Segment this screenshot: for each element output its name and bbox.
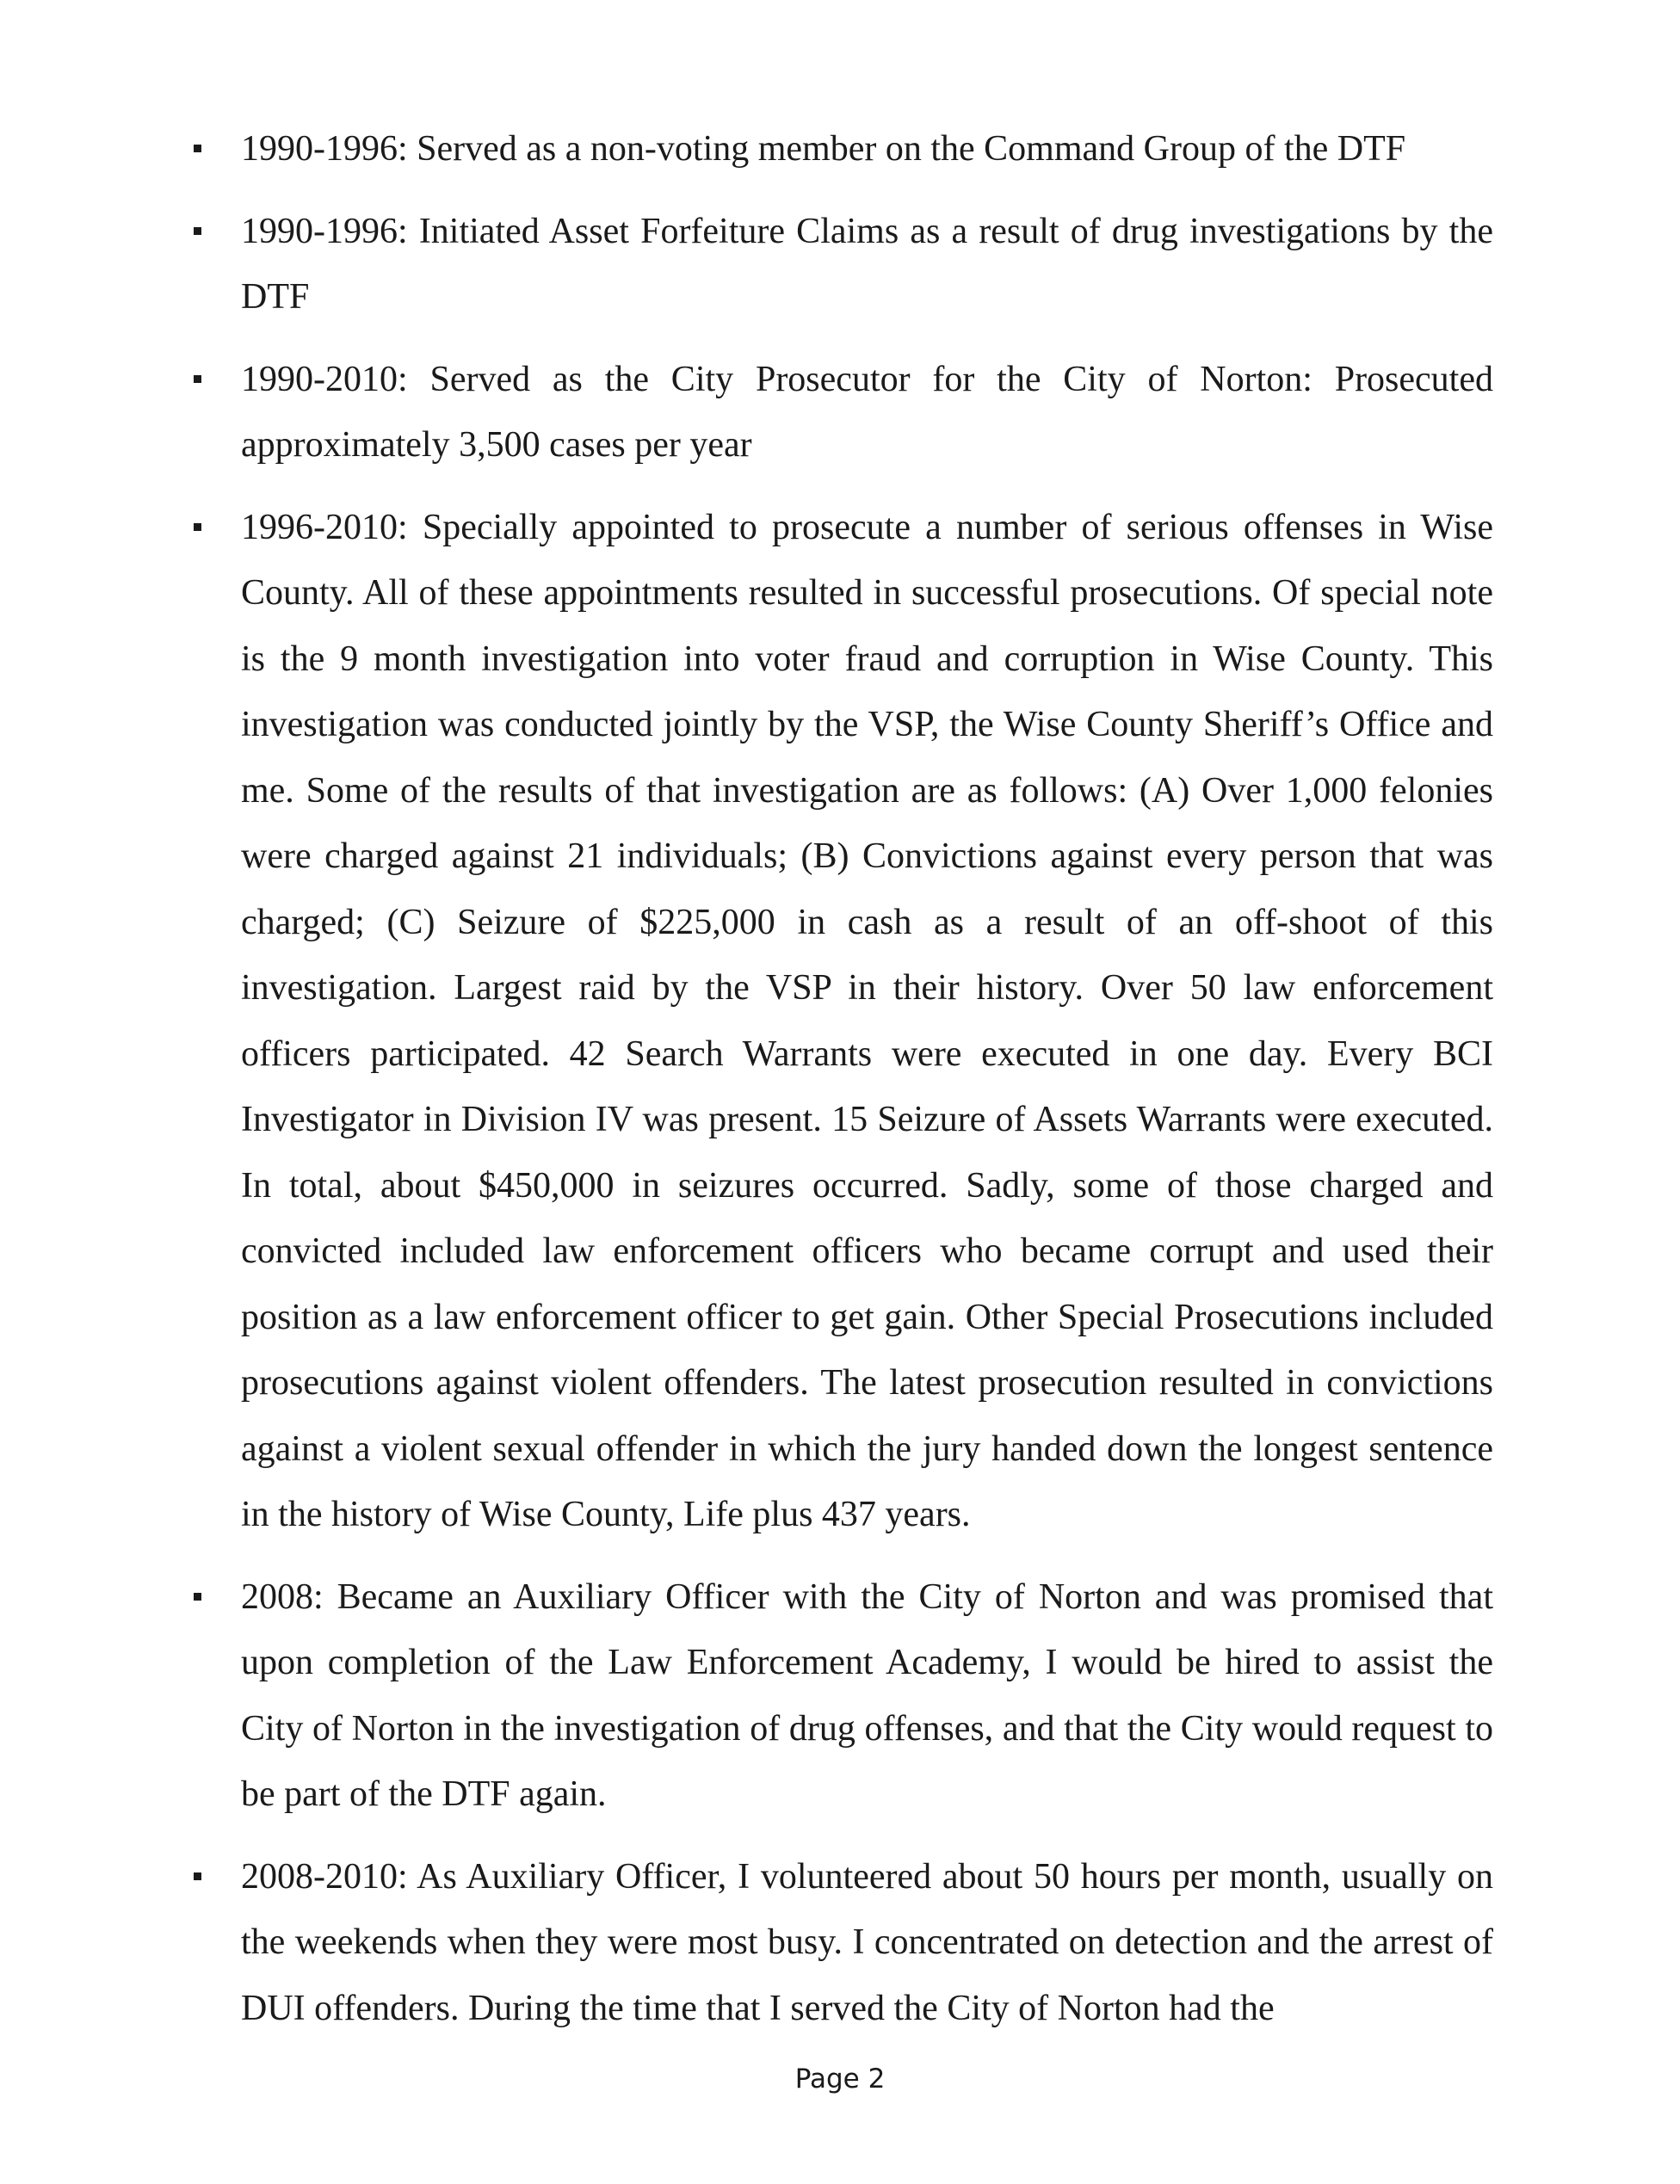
square-bullet-icon	[194, 1872, 201, 1880]
bullet-text: 1990-2010: Served as the City Prosecutor for the City of Norton: Prosecuted approximately 3,500 cases per year	[241, 359, 1493, 465]
bullet-text: 2008: Became an Auxiliary Officer with the City of Norton and was promised that upon completion of the Law Enforcement Academy, I would be hired to assist the City of Norton in the investigation of drug offenses, and that the City would request to be part of the DTF again.	[241, 1576, 1493, 1814]
bullet-item-1990-1996-command-group	[194, 116, 1493, 182]
square-bullet-icon	[194, 375, 201, 383]
bullet-item-2008-auxiliary-officer	[194, 1564, 1493, 1828]
bullet-item-1990-1996-asset-forfeiture	[194, 199, 1493, 330]
bullet-text: 1996-2010: Specially appointed to prosecute a number of serious offenses in Wise County. All of these appointments resulted in successful prosecutions. Of special note is the 9 month investigation into voter fraud and corruption in Wise County. This investigation was conducted jointly by the VSP, the Wise County Sheriff’s Office and me. Some of the results of that investigation are as follows: (A) Over 1,000 felonies were charged against 21 individuals; (B) Convictions against every person that was charged; (C) Seizure of $225,000 in cash as a result of an off-shoot of this investigation. Largest raid by the VSP in their history. Over 50 law enforcement officers participated. 42 Search Warrants were executed in one day. Every BCI Investigator in Division IV was present. 15 Seizure of Assets Warrants were executed. In total, about $450,000 in seizures occurred. Sadly, some of those charged and convicted included law enforcement officers who became corrupt and used their position as a law enforcement officer to get gain. Other Special Prosecutions included prosecutions against violent offenders. The latest prosecution resulted in convictions against a violent sexual offender in which the jury handed down the longest sentence in the history of Wise County, Life plus 437 years.	[241, 507, 1493, 1534]
bullet-text: 2008-2010: As Auxiliary Officer, I volunteered about 50 hours per month, usually on the weekends when they were most busy. I concentrated on detection and the arrest of DUI offenders. During the time that I served the City of Norton had the	[241, 1856, 1493, 2028]
bullet-item-1990-2010-city-prosecutor	[194, 347, 1493, 478]
bullet-text: 1990-1996: Served as a non-voting member on the Command Group of the DTF	[241, 129, 1406, 169]
bullet-list	[194, 116, 1493, 2058]
bullet-item-2008-2010-volunteer-hours	[194, 1844, 1493, 2042]
square-bullet-icon	[194, 1593, 201, 1601]
square-bullet-icon	[194, 227, 201, 235]
bullet-text: 1990-1996: Initiated Asset Forfeiture Claims as a result of drug investigations by the DTF	[241, 211, 1493, 317]
square-bullet-icon	[194, 523, 201, 531]
square-bullet-icon	[194, 145, 201, 152]
page-number-footer: Page 2	[794, 2064, 886, 2095]
bullet-item-1996-2010-special-prosecutions	[194, 495, 1493, 1548]
